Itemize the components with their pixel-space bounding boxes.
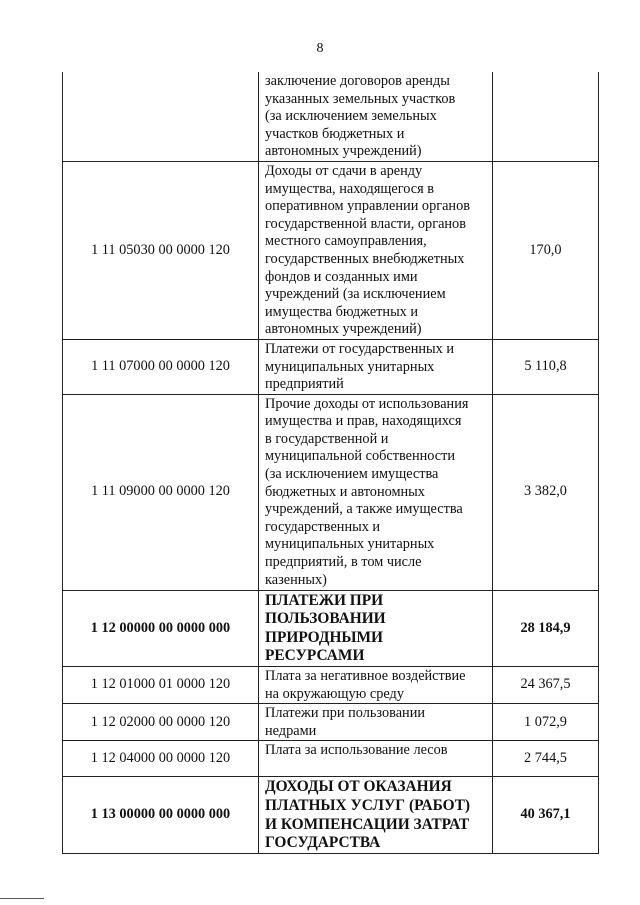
table-row: [63, 72, 599, 161]
budget-code: 1 12 02000 00 0000 120: [63, 704, 259, 741]
table-row-section: [63, 777, 599, 853]
amount: 24 367,5: [493, 667, 599, 704]
revenue-name: Плата за негативное воздействие на окружающую среду: [259, 667, 493, 704]
amount: 1 072,9: [493, 704, 599, 741]
revenue-name: ПЛАТЕЖИ ПРИ ПОЛЬЗОВАНИИ ПРИРОДНЫМИ РЕСУРСАМИ: [259, 590, 493, 666]
table-row: [63, 339, 599, 394]
budget-code: 1 11 09000 00 0000 120: [63, 394, 259, 590]
budget-code: 1 13 00000 00 0000 000: [63, 777, 259, 853]
table-row: [63, 394, 599, 590]
revenue-name: заключение договоров аренды указанных земельных участков (за исключением земельных участков бюджетных и автономных учреждений): [259, 72, 493, 161]
amount: 3 382,0: [493, 394, 599, 590]
table-row: [63, 704, 599, 741]
table-row: [63, 667, 599, 704]
revenue-table: [62, 72, 599, 854]
revenue-name: Плата за использование лесов: [259, 741, 493, 777]
budget-code: 1 12 04000 00 0000 120: [63, 741, 259, 777]
budget-code: 1 11 05030 00 0000 120: [63, 161, 259, 339]
revenue-name: Доходы от сдачи в аренду имущества, находящегося в оперативном управлении органов государственной власти, органов местного самоуправления, государственных внебюджетных фондов и созданных ими учреждений (за исключением имущества бюджетных и автономных учреждений): [259, 161, 493, 339]
scan-edge-mark: [0, 898, 44, 899]
budget-code: 1 12 01000 01 0000 120: [63, 667, 259, 704]
amount: [493, 72, 599, 161]
amount: 28 184,9: [493, 590, 599, 666]
table-row: [63, 161, 599, 339]
amount: 2 744,5: [493, 741, 599, 777]
budget-code: [63, 72, 259, 161]
page-number: 8: [316, 41, 324, 56]
revenue-name: ДОХОДЫ ОТ ОКАЗАНИЯ ПЛАТНЫХ УСЛУГ (РАБОТ) И КОМПЕНСАЦИИ ЗАТРАТ ГОСУДАРСТВА: [259, 777, 493, 853]
table-row: [63, 741, 599, 777]
amount: 170,0: [493, 161, 599, 339]
revenue-name: Платежи при пользовании недрами: [259, 704, 493, 741]
table-row-section: [63, 590, 599, 666]
amount: 5 110,8: [493, 339, 599, 394]
amount: 40 367,1: [493, 777, 599, 853]
revenue-name: Платежи от государственных и муниципальных унитарных предприятий: [259, 339, 493, 394]
revenue-name: Прочие доходы от использования имущества и прав, находящихся в государственной и муниципальной собственности (за исключением имущества бюджетных и автономных учреждений, а также имущества государственных и муниципальных унитарных предприятий, в том числе казенных): [259, 394, 493, 590]
budget-code: 1 12 00000 00 0000 000: [63, 590, 259, 666]
budget-code: 1 11 07000 00 0000 120: [63, 339, 259, 394]
